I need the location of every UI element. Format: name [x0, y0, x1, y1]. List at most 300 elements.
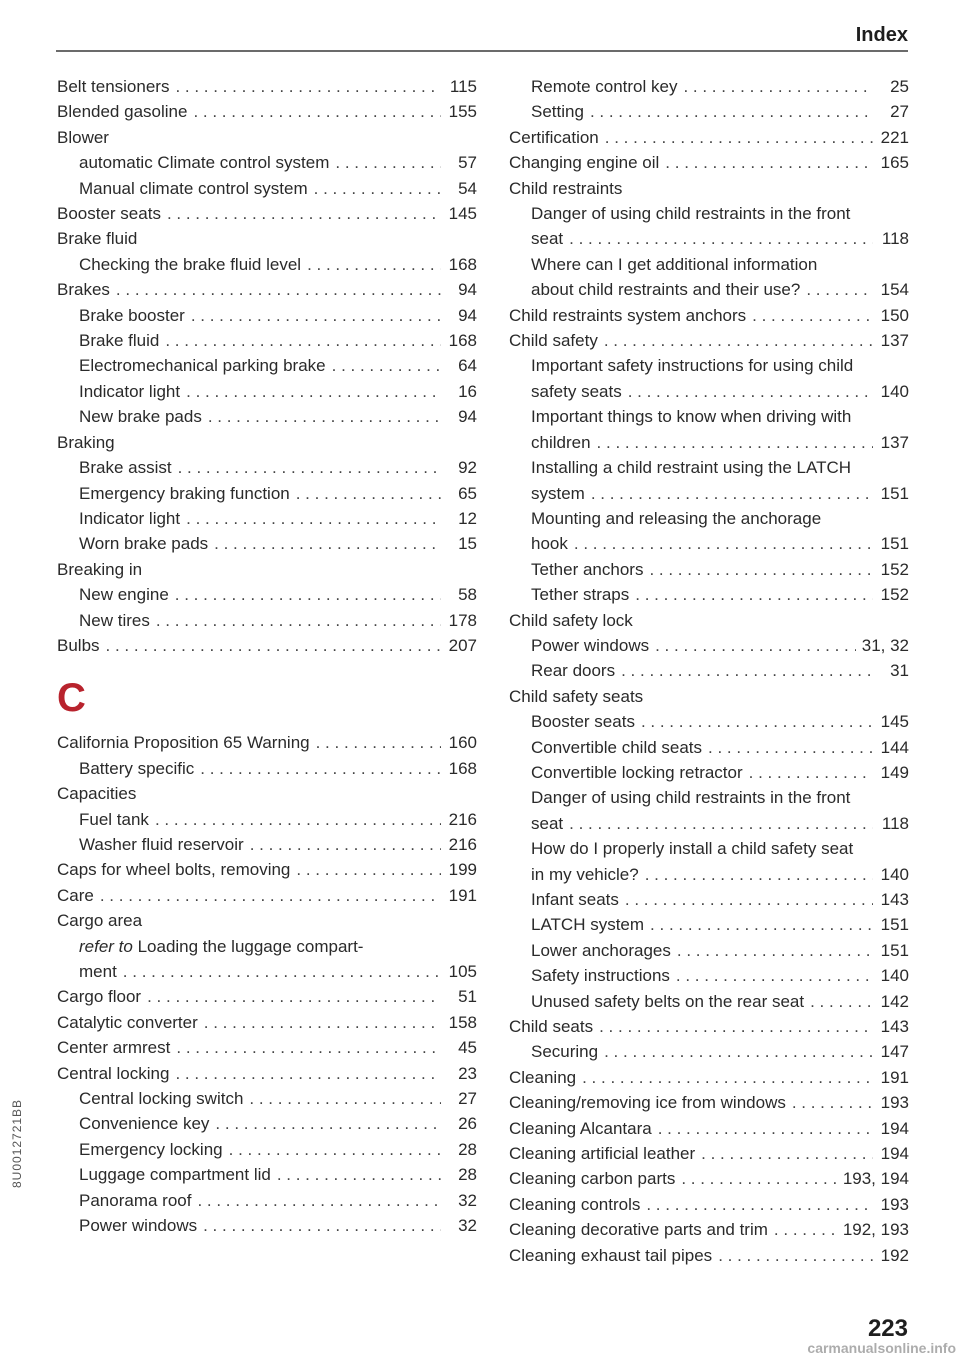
entry-page: 92: [458, 458, 477, 478]
entry-page: 140: [880, 864, 909, 884]
entry-text: Child restraints system anchors: [509, 305, 747, 325]
leader-dots: [277, 1162, 441, 1187]
leader-dots: [641, 709, 873, 734]
leader-dots: [635, 582, 873, 607]
entry-page: 193, 194: [842, 1169, 909, 1189]
index-entry: [57, 1035, 477, 1060]
entry-row: [57, 781, 477, 806]
entry-row: [57, 984, 477, 1009]
entry-page: 142: [880, 991, 909, 1011]
entry-page: 151: [880, 483, 909, 503]
entry-text-continued: about child restraints and their use?: [531, 280, 801, 300]
entry-text: Braking: [57, 432, 115, 452]
index-entry: [509, 887, 909, 912]
entry-row: [79, 379, 477, 404]
entry-row: [57, 74, 477, 99]
entry-text: Important things to know when driving with: [531, 407, 852, 427]
index-entry: [57, 1061, 477, 1086]
index-entry: [57, 1162, 477, 1187]
entry-page: 64: [458, 356, 477, 376]
entry-page: 118: [881, 813, 909, 833]
index-entry: [509, 125, 909, 150]
entry-text-continued: system: [531, 483, 585, 503]
entry-row: [79, 404, 477, 429]
index-entry: [57, 150, 477, 175]
entry-row: [531, 735, 909, 760]
entry-page: 31, 32: [861, 635, 909, 655]
leader-dots: [683, 74, 873, 99]
index-entry: [509, 328, 909, 353]
index-entry: [509, 1014, 909, 1039]
leader-dots: [165, 328, 441, 353]
index-entry: [509, 633, 909, 658]
entry-text: Child safety seats: [509, 686, 644, 706]
entry-text-continued: ment: [79, 962, 117, 981]
entry-text: Convenience key: [79, 1114, 210, 1134]
index-entry: [57, 1111, 477, 1136]
entry-text: Caps for wheel bolts, removing: [57, 860, 291, 880]
entry-text: Tether anchors: [531, 559, 644, 579]
entry-text: New brake pads: [79, 407, 202, 427]
entry-page: 199: [448, 860, 477, 880]
entry-row: [79, 1111, 477, 1136]
entry-text: Brake fluid: [79, 331, 160, 351]
index-entry: [509, 506, 909, 557]
leader-dots: [176, 1035, 441, 1060]
header-rule: [56, 50, 908, 52]
entry-page: 32: [458, 1216, 477, 1236]
entry-text: Cleaning artificial leather: [509, 1144, 696, 1164]
entry-row: [509, 328, 909, 353]
index-entry: [57, 857, 477, 882]
leader-dots: [314, 176, 441, 201]
entry-page: 51: [458, 987, 477, 1007]
entry-text: Care: [57, 885, 94, 905]
entry-text: Electromechanical parking brake: [79, 356, 326, 376]
entry-text: Cleaning exhaust tail pipes: [509, 1245, 713, 1265]
leader-dots: [806, 277, 873, 302]
entry-text: Power windows: [531, 635, 650, 655]
index-entry: [509, 1192, 909, 1217]
entry-row: [57, 1035, 477, 1060]
entry-page: 137: [880, 331, 909, 351]
entry-page: 16: [458, 381, 477, 401]
entry-text: Brakes: [57, 280, 110, 300]
entry-text-continued: in my vehicle?: [531, 864, 639, 884]
entry-page: 115: [449, 77, 477, 96]
entry-row: [57, 226, 477, 251]
leader-dots: [175, 74, 441, 99]
entry-row: [57, 857, 477, 882]
entry-row: [531, 658, 909, 683]
index-entry: [57, 379, 477, 404]
entry-row: [57, 430, 477, 455]
entry-text: Worn brake pads: [79, 534, 209, 554]
entry-row: [531, 633, 909, 658]
entry-text: Important safety instructions for using child: [531, 356, 854, 376]
entry-row: [531, 430, 909, 455]
entry-row: [531, 938, 909, 963]
index-entry: [509, 709, 909, 734]
entry-text: Infant seats: [531, 890, 619, 909]
entry-text: Emergency locking: [79, 1139, 223, 1159]
entry-row: [57, 908, 477, 933]
entry-row: [57, 1010, 477, 1035]
entry-text: Panorama roof: [79, 1190, 192, 1210]
entry-row: [79, 1213, 477, 1238]
entry-text: Unused safety belts on the rear seat: [531, 991, 805, 1011]
entry-page: 32: [458, 1190, 477, 1210]
entry-page: 168: [448, 331, 477, 351]
entry-text: Installing a child restraint using the LATCH: [531, 458, 852, 478]
entry-page: 154: [880, 280, 909, 300]
entry-text-line: [531, 252, 909, 277]
index-entry: [509, 150, 909, 175]
index-entry: [57, 756, 477, 781]
leader-dots: [193, 99, 441, 124]
index-entry: [509, 99, 909, 124]
leader-dots: [569, 226, 873, 251]
leader-dots: [625, 887, 873, 912]
entry-page: 94: [458, 305, 477, 325]
entry-row: [509, 1192, 909, 1217]
index-entry: [57, 730, 477, 755]
entry-page: 140: [880, 966, 909, 986]
entry-text-continued: seat: [531, 229, 564, 249]
entry-row: [79, 832, 477, 857]
entry-page: 25: [890, 77, 909, 96]
entry-text: Lower anchorages: [531, 940, 671, 960]
entry-text: Cleaning carbon parts: [509, 1169, 676, 1189]
leader-dots: [214, 531, 441, 556]
entry-text: Indicator light: [79, 508, 181, 528]
entry-text: Center armrest: [57, 1038, 171, 1058]
entry-row: [531, 99, 909, 124]
leader-dots: [175, 1061, 441, 1086]
entry-row: [57, 277, 477, 302]
index-entry: [57, 125, 477, 150]
index-entry: [57, 807, 477, 832]
entry-row: [531, 481, 909, 506]
index-entry: [57, 252, 477, 277]
index-entry: [509, 989, 909, 1014]
entry-text-continued: seat: [531, 813, 564, 833]
index-entry: [509, 684, 909, 709]
entry-row: [531, 963, 909, 988]
index-entry: [57, 781, 477, 806]
leader-dots: [116, 277, 441, 302]
entry-text: Checking the brake fluid level: [79, 254, 302, 274]
entry-text: Brake booster: [79, 305, 185, 325]
entry-text: Remote control key: [531, 77, 678, 96]
index-entry: [57, 226, 477, 251]
entry-text: Cleaning controls: [509, 1194, 641, 1214]
leader-dots: [646, 1192, 873, 1217]
entry-text: Cleaning decorative parts and trim: [509, 1220, 768, 1240]
leader-dots: [215, 1111, 441, 1136]
leader-dots: [701, 1141, 873, 1166]
leader-dots: [186, 379, 441, 404]
index-entry: [57, 404, 477, 429]
entry-reference: refer to: [79, 936, 133, 956]
entry-row: [509, 1014, 909, 1039]
leader-dots: [677, 938, 873, 963]
entry-text: Rear doors: [531, 661, 616, 681]
index-entry: [57, 1213, 477, 1238]
page-number: 223: [867, 1315, 908, 1342]
entry-row: [57, 557, 477, 582]
entry-text: California Proposition 65 Warning: [57, 733, 310, 753]
entry-text: Securing: [531, 1042, 599, 1062]
index-entry: [509, 912, 909, 937]
index-entry: [509, 1065, 909, 1090]
entry-row: [531, 74, 909, 99]
entry-text: Cargo floor: [57, 987, 142, 1007]
entry-page: 145: [880, 712, 909, 732]
index-entry: [509, 785, 909, 836]
index-entry: [57, 303, 477, 328]
entry-page: 118: [881, 229, 909, 249]
leader-dots: [774, 1217, 837, 1242]
entry-text: Emergency braking function: [79, 483, 290, 503]
entry-text: Brake assist: [79, 458, 172, 478]
entry-page: 194: [880, 1118, 909, 1138]
entry-row: [79, 481, 477, 506]
entry-text-line: [531, 353, 909, 378]
entry-page: 216: [448, 834, 477, 854]
entry-page: 140: [880, 381, 909, 401]
entry-row: [79, 150, 477, 175]
index-entry: [57, 353, 477, 378]
leader-dots: [604, 328, 873, 353]
leader-dots: [335, 150, 441, 175]
entry-row: [509, 684, 909, 709]
entry-text-line: [531, 404, 909, 429]
index-entry: [509, 938, 909, 963]
entry-text: Power windows: [79, 1216, 198, 1236]
leader-dots: [681, 1166, 836, 1191]
entry-row: [509, 1166, 909, 1191]
index-entry: [509, 176, 909, 201]
leader-dots: [655, 633, 856, 658]
entry-text-line: [531, 836, 909, 861]
index-entry: [509, 1116, 909, 1141]
entry-page: 31: [890, 661, 909, 681]
entry-row: [531, 862, 909, 887]
entry-page: 160: [448, 733, 477, 753]
entry-row: [79, 756, 477, 781]
leader-dots: [175, 582, 441, 607]
entry-text: Where can I get additional information: [531, 254, 818, 274]
index-entry: [57, 506, 477, 531]
leader-dots: [605, 125, 873, 150]
index-entry: [57, 328, 477, 353]
leader-dots: [250, 832, 441, 857]
leader-dots: [156, 608, 441, 633]
entry-page: 149: [880, 762, 909, 782]
entry-text: Changing engine oil: [509, 153, 660, 173]
index-entry: [57, 908, 477, 933]
index-entry: [57, 531, 477, 556]
index-entry: [57, 74, 477, 99]
index-entry: [57, 1010, 477, 1035]
entry-row: [531, 531, 909, 556]
entry-page: 193: [880, 1194, 909, 1214]
leader-dots: [100, 883, 441, 908]
entry-page: 152: [880, 585, 909, 605]
entry-text: Central locking switch: [79, 1089, 244, 1109]
index-entry: [57, 1086, 477, 1111]
entry-text: Convertible locking retractor: [531, 762, 743, 782]
entry-text: Cargo area: [57, 911, 143, 931]
entry-page: 191: [880, 1067, 909, 1087]
index-entry: [57, 201, 477, 226]
entry-text: Capacities: [57, 784, 137, 804]
entry-page: 143: [880, 1017, 909, 1037]
index-entry: [57, 455, 477, 480]
entry-row: [509, 1065, 909, 1090]
leader-dots: [200, 756, 441, 781]
entry-text: New tires: [79, 610, 150, 630]
index-entry: [57, 984, 477, 1009]
entry-page: 158: [448, 1012, 477, 1032]
entry-text-line: [531, 455, 909, 480]
index-entry: [509, 963, 909, 988]
leader-dots: [645, 862, 873, 887]
leader-dots: [191, 303, 441, 328]
leader-dots: [229, 1137, 441, 1162]
entry-page: 192: [880, 1245, 909, 1265]
entry-text: Catalytic converter: [57, 1012, 198, 1032]
entry-page: 143: [880, 890, 909, 909]
entry-row: [531, 811, 909, 836]
index-entry: [57, 608, 477, 633]
entry-page: 165: [880, 153, 909, 173]
entry-row: [509, 1217, 909, 1242]
entry-page: 28: [458, 1165, 477, 1185]
entry-page: 27: [458, 1089, 477, 1109]
leader-dots: [203, 1213, 441, 1238]
entry-row: [531, 379, 909, 404]
leader-dots: [628, 379, 873, 404]
entry-text-line: [79, 934, 477, 959]
entry-row: [57, 125, 477, 150]
page-header-title: Index: [855, 24, 908, 46]
entry-page: 168: [448, 254, 477, 274]
leader-dots: [296, 481, 441, 506]
entry-text-line: [531, 785, 909, 810]
entry-page: 28: [458, 1139, 477, 1159]
index-entry: [509, 404, 909, 455]
entry-page: 193: [880, 1093, 909, 1113]
entry-row: [531, 582, 909, 607]
index-entry: [57, 582, 477, 607]
leader-dots: [106, 633, 441, 658]
entry-text: Booster seats: [531, 712, 635, 732]
leader-dots: [676, 963, 873, 988]
entry-text: Cleaning Alcantara: [509, 1118, 652, 1138]
leader-dots: [123, 959, 441, 984]
entry-text: Danger of using child restraints in the front: [531, 204, 851, 224]
leader-dots: [749, 760, 873, 785]
entry-row: [79, 353, 477, 378]
entry-page: 152: [880, 559, 909, 579]
leader-dots: [167, 201, 441, 226]
section-letter: C: [57, 676, 86, 721]
index-entry: [509, 658, 909, 683]
index-entry: [509, 1090, 909, 1115]
entry-page: 15: [458, 534, 477, 554]
entry-page: 45: [458, 1038, 477, 1058]
index-entry: [57, 832, 477, 857]
entry-text: Bulbs: [57, 635, 100, 655]
leader-dots: [569, 811, 873, 836]
entry-page: 137: [880, 432, 909, 452]
entry-row: [531, 760, 909, 785]
index-entry: [509, 455, 909, 506]
entry-text: LATCH system: [531, 915, 645, 935]
entry-text: Mounting and releasing the anchorage: [531, 508, 822, 528]
index-entry: [509, 582, 909, 607]
entry-row: [531, 709, 909, 734]
entry-page: 94: [458, 280, 477, 300]
leader-dots: [296, 857, 441, 882]
index-entry: [509, 353, 909, 404]
entry-row: [57, 883, 477, 908]
leader-dots: [752, 303, 873, 328]
leader-dots: [658, 1116, 873, 1141]
leader-dots: [178, 455, 441, 480]
leader-dots: [665, 150, 873, 175]
entry-page: 151: [880, 534, 909, 554]
entry-page: 147: [880, 1042, 909, 1062]
index-entry: [509, 74, 909, 99]
index-entry: [57, 176, 477, 201]
entry-text: Convertible child seats: [531, 737, 703, 757]
entry-row: [531, 557, 909, 582]
entry-text: Tether straps: [531, 585, 630, 605]
entry-row: [57, 730, 477, 755]
leader-dots: [599, 1014, 873, 1039]
leader-dots: [650, 912, 873, 937]
index-entry: [57, 934, 477, 985]
entry-row: [57, 1061, 477, 1086]
entry-text: Indicator light: [79, 381, 181, 401]
entry-row: [79, 959, 477, 984]
entry-text: Child safety lock: [509, 610, 633, 630]
entry-row: [79, 608, 477, 633]
leader-dots: [582, 1065, 873, 1090]
entry-text: Luggage compartment lid: [79, 1165, 271, 1185]
leader-dots: [316, 730, 441, 755]
entry-row: [509, 303, 909, 328]
leader-dots: [147, 984, 441, 1009]
index-entry: [509, 1243, 909, 1268]
entry-page: 216: [448, 809, 477, 829]
leader-dots: [590, 99, 873, 124]
entry-row: [509, 150, 909, 175]
leader-dots: [597, 430, 873, 455]
index-entry: [509, 557, 909, 582]
entry-text: Danger of using child restraints in the front: [531, 788, 851, 808]
leader-dots: [307, 252, 441, 277]
entry-row: [79, 582, 477, 607]
document-code: 8U0012721BB: [10, 1098, 24, 1188]
leader-dots: [792, 1090, 873, 1115]
entry-row: [79, 303, 477, 328]
entry-text: Brake fluid: [57, 229, 138, 249]
entry-row: [531, 887, 909, 912]
